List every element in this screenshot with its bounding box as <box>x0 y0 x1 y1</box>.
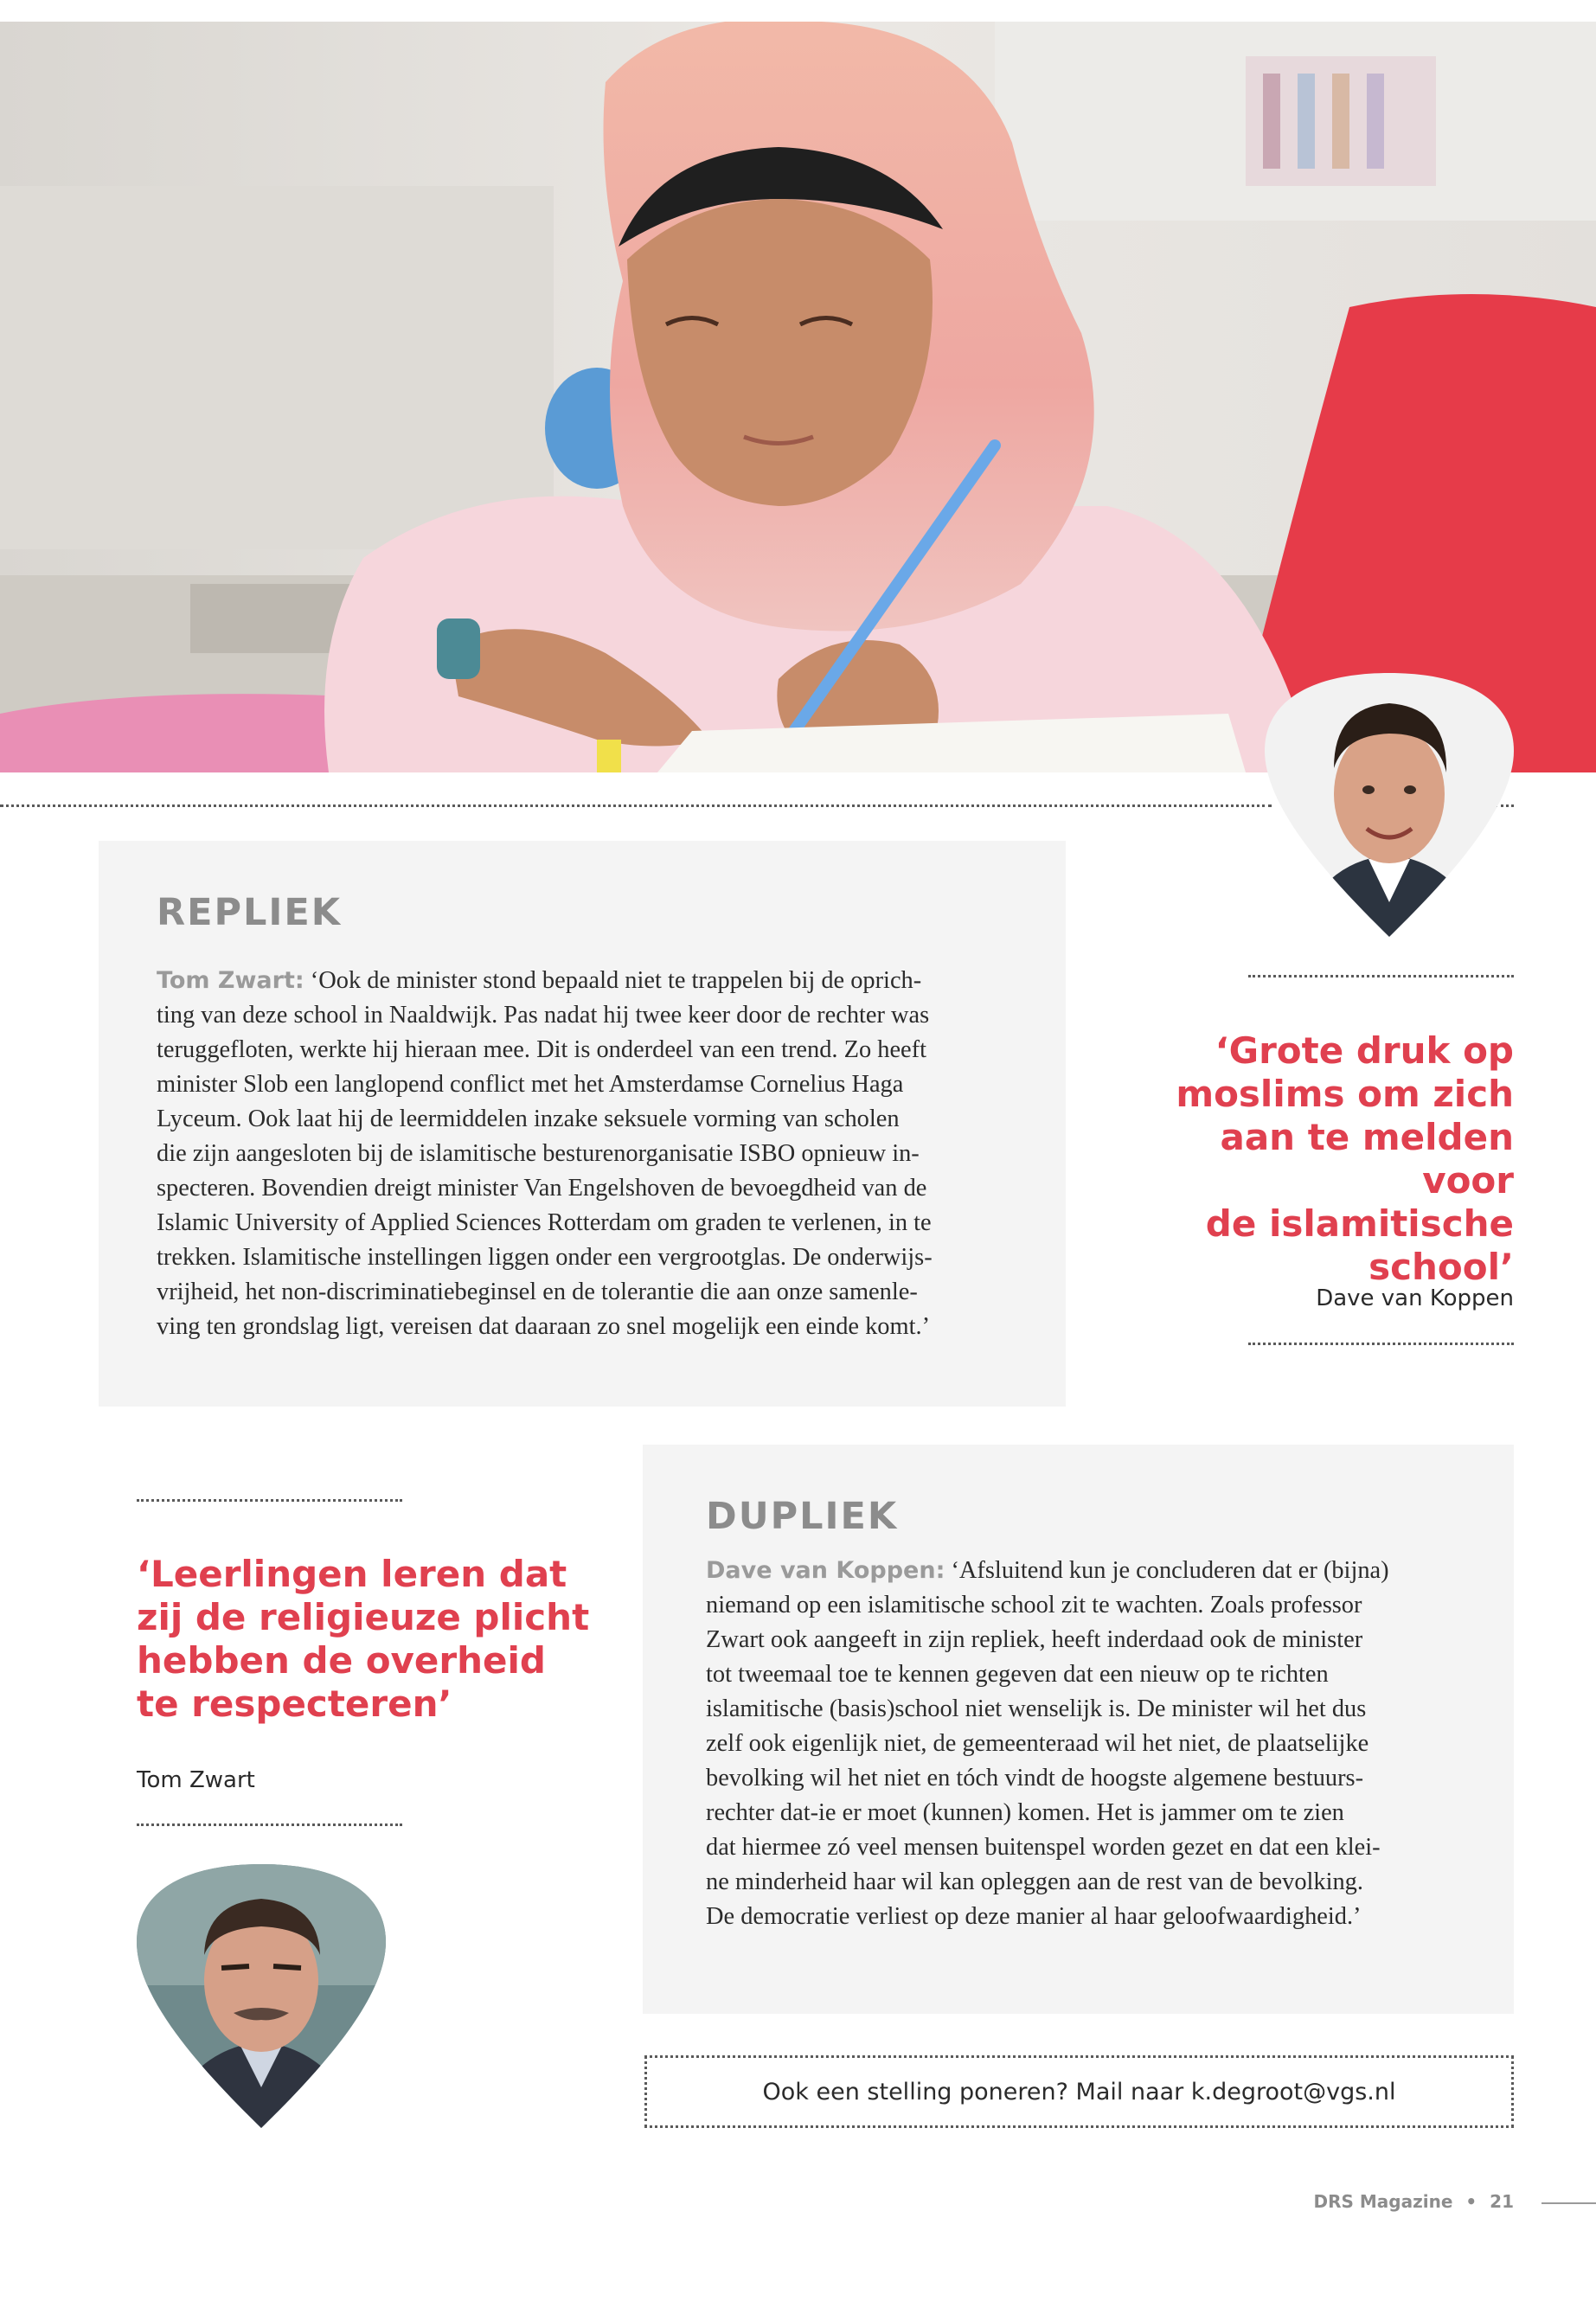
hero-photo <box>0 22 1596 772</box>
dupliek-heading: DUPLIEK <box>706 1495 899 1538</box>
dupliek-line: De democratie verliest op deze manier al haar geloofwaardigheid.’ <box>706 1903 1362 1930</box>
repliek-line: Islamic University of Applied Sciences Rotterdam om graden te verlenen, in te <box>157 1209 932 1236</box>
divider-dotted <box>0 804 1272 807</box>
magazine-name: DRS Magazine <box>1313 2191 1453 2212</box>
footer-rule <box>1542 2202 1596 2204</box>
avatar-tom-zwart <box>137 1864 386 2128</box>
repliek-author: Tom Zwart: <box>157 967 304 994</box>
dupliek-line: dat hiermee zó veel mensen buitenspel worden gezet en dat een klei- <box>706 1834 1381 1861</box>
dupliek-line: Dave van Koppen: ‘Afsluitend kun je concluderen dat er (bijna) <box>706 1557 1389 1584</box>
quote-author-right: Dave van Koppen <box>1316 1285 1514 1311</box>
repliek-line: die zijn aangesloten bij de islamitische besturenorganisatie ISBO opnieuw in- <box>157 1140 920 1167</box>
submit-statement-callout <box>644 2055 1514 2128</box>
dupliek-line: niemand op een islamitische school zit te wachten. Zoals professor <box>706 1592 1362 1618</box>
quote-divider <box>137 1499 402 1502</box>
repliek-body <box>157 964 1030 1344</box>
dupliek-line: rechter dat-ie er moet (kunnen) komen. Het is jammer om te zien <box>706 1799 1344 1826</box>
repliek-line: ving ten grondslag ligt, vereisen dat daaraan zo snel mogelijk een einde komt.’ <box>157 1313 931 1340</box>
pull-quote-right: ‘Grote druk op moslims om zich aan te melden voor de islamitische school’ <box>1176 1029 1514 1288</box>
repliek-heading: REPLIEK <box>157 891 343 934</box>
hero-photo-girl-writing <box>0 22 1596 772</box>
repliek-line: Tom Zwart: ‘Ook de minister stond bepaald niet te trappelen bij de oprich- <box>157 967 922 994</box>
dupliek-line: islamitische (basis)school niet wenselijk is. De minister wil het dus <box>706 1695 1367 1722</box>
repliek-line: minister Slob een langlopend conflict met het Amsterdamse Cornelius Haga <box>157 1071 904 1098</box>
dupliek-body <box>706 1554 1493 1934</box>
repliek-line: trekken. Islamitische instellingen liggen onder een vergrootglas. De onderwijs- <box>157 1244 933 1271</box>
dupliek-line: tot tweemaal toe te kennen gegeven dat een nieuw op te richten <box>706 1661 1329 1688</box>
quote-divider <box>137 1823 402 1826</box>
page-footer <box>1314 2191 1514 2212</box>
repliek-line: teruggefloten, werkte hij hieraan mee. Dit is onderdeel van een trend. Zo heeft <box>157 1036 926 1063</box>
page-number: 21 <box>1490 2191 1514 2212</box>
quote-divider <box>1248 975 1514 977</box>
avatar-dave-van-koppen <box>1265 673 1514 937</box>
quote-divider <box>1248 1343 1514 1345</box>
pull-quote-left: ‘Leerlingen leren dat zij de religieuze plicht hebben de overheid te respecteren’ <box>137 1553 590 1725</box>
footer-separator: • <box>1465 2191 1477 2212</box>
dupliek-line: bevolking wil het niet en tóch vindt de hoogste algemene bestuurs- <box>706 1765 1364 1791</box>
mail-callout-text[interactable]: Ook een stelling poneren? Mail naar k.degroot@vgs.nl <box>762 2078 1396 2106</box>
quote-author-left: Tom Zwart <box>137 1767 255 1793</box>
repliek-line: ting van deze school in Naaldwijk. Pas nadat hij twee keer door de rechter was <box>157 1002 930 1029</box>
repliek-line: vrijheid, het non-discriminatiebeginsel en de tolerantie die aan onze samenle- <box>157 1279 918 1305</box>
dupliek-line: Zwart ook aangeeft in zijn repliek, heeft inderdaad ook de minister <box>706 1626 1363 1653</box>
dupliek-line: ne minderheid haar wil kan opleggen aan de rest van de bevolking. <box>706 1868 1363 1895</box>
repliek-line: specteren. Bovendien dreigt minister Van Engelshoven de bevoegdheid van de <box>157 1175 927 1202</box>
dupliek-author: Dave van Koppen: <box>706 1557 945 1584</box>
repliek-line: Lyceum. Ook laat hij de leermiddelen inzake seksuele vorming van scholen <box>157 1106 900 1132</box>
dupliek-line: zelf ook eigenlijk niet, de gemeenteraad wil het niet, de plaatselijke <box>706 1730 1369 1757</box>
